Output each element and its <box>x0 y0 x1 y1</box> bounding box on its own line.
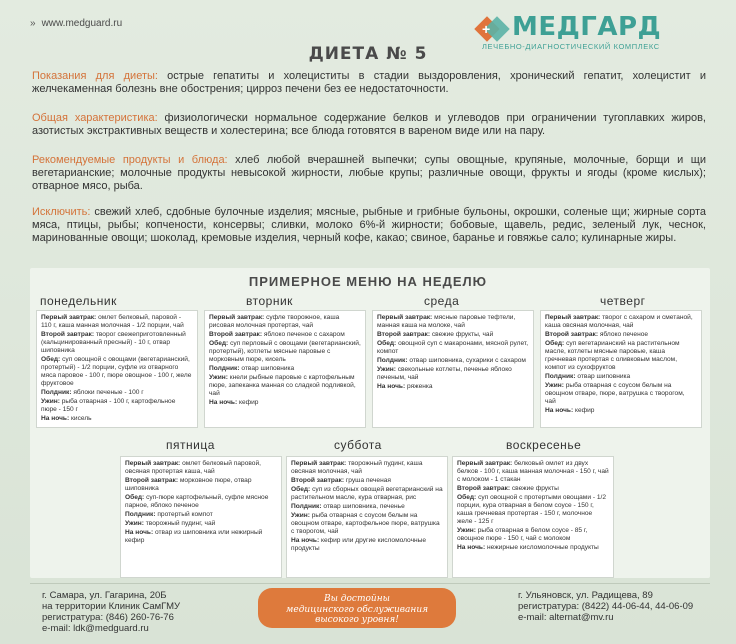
meal-label: Второй завтрак: <box>41 331 95 338</box>
meal-item <box>209 374 361 398</box>
meal-item <box>457 485 609 493</box>
slogan-line: Вы достойны <box>324 594 390 604</box>
meal-label: Полдник: <box>209 365 240 372</box>
day-menu-card <box>36 310 198 428</box>
logo-name: МЕДГАРД <box>512 12 662 42</box>
meal-label: Обед: <box>125 494 145 501</box>
meal-text: суп овощной с протертыми овощами - 1/2 порции, курa отварная в белом соусе - 150 г, каша гречневая протертая - 150 г, молочное желе - 125 г <box>457 494 607 525</box>
meal-item <box>291 460 443 476</box>
double-chevron-icon: » <box>30 18 36 29</box>
meal-label: Полдник: <box>125 511 156 518</box>
meal-text: суп-пюре картофельный, суфле мясное парное, яблоко печеное <box>125 494 269 509</box>
meal-label: На ночь: <box>457 544 486 551</box>
meal-text: омлет белковый паровой, овсяная протертая каша, чай <box>125 460 261 475</box>
meal-label: Первый завтрак: <box>457 460 513 467</box>
meal-label: Первый завтрак: <box>125 460 181 467</box>
meal-text: суп из сборных овощей вегетарианский на растительном масле, курa отварная, рис <box>291 486 443 501</box>
website-link[interactable] <box>30 18 122 29</box>
meal-text: протертый компот <box>155 511 213 518</box>
meal-label: Обед: <box>545 340 565 347</box>
meal-text: рыба отварная - 100 г, картофельное пюре - 150 г <box>41 398 176 413</box>
meal-text: свекольные котлеты, печенье яблоко печеным, чай <box>377 366 512 381</box>
meal-text: яблоко печеное <box>598 331 649 338</box>
meal-text: кисель <box>69 415 92 422</box>
meal-label: Ужин: <box>545 382 564 389</box>
meal-item <box>377 357 529 365</box>
meal-text: отвар шиповника, печенье <box>321 503 405 510</box>
characteristics-section <box>32 112 706 138</box>
meal-text: творог свежеприготовленный (кальцинированный пресный) - 10 г, отвар шиповника <box>41 331 186 354</box>
meal-label: На ночь: <box>545 407 574 414</box>
meal-item <box>291 477 443 485</box>
footer-samara-contacts <box>42 590 180 634</box>
day-menu-card <box>540 310 702 428</box>
indications-section <box>32 70 706 96</box>
footer-line: регистратура: (8422) 44-06-44, 44-06-09 <box>518 601 694 612</box>
meal-item <box>41 331 193 355</box>
day-name: вторник <box>246 294 293 308</box>
meal-label: Первый завтрак: <box>291 460 347 467</box>
day-menu-card <box>286 456 448 578</box>
meal-item <box>377 340 529 356</box>
meal-label: Ужин: <box>291 512 310 519</box>
meal-text: груша печеная <box>344 477 391 484</box>
footer-email[interactable]: e-mail: ldk@medguard.ru <box>42 623 149 634</box>
meal-text: овощной суп с макаронами, мясной рулет, компот <box>377 340 529 355</box>
meal-item <box>41 415 193 423</box>
meal-item <box>209 340 361 364</box>
meal-item <box>125 529 277 545</box>
meal-text: суп перловый с овощами (вегетарианский, протертый), котлеты мясные паровые с морковным пюре, кисель <box>209 340 361 363</box>
section-text: острые гепатиты и холециститы в стадии выздоровления, хронический гепатит, холецистит и желчекаменная болезнь вне обострения; цирроз печени без ее недостаточности. <box>32 70 706 95</box>
day-menu-card <box>372 310 534 428</box>
meal-text: творожный пудинг, чай <box>143 520 216 527</box>
day-name: четверг <box>600 294 646 308</box>
day-menu-card <box>120 456 282 578</box>
footer-line: г. Самара, ул. Гагарина, 20Б <box>42 590 167 601</box>
exclude-section <box>32 206 706 244</box>
logo-mark-icon: + <box>478 14 508 44</box>
meal-text: кнели рыбные паровые с картофельным пюре, запеканка манная со сладкой подливкой, чай <box>209 374 356 397</box>
meal-label: Обед: <box>41 356 61 363</box>
day-name: пятница <box>166 438 215 452</box>
meal-label: Второй завтрак: <box>457 485 511 492</box>
section-label: Рекомендуемые продукты и блюда: <box>32 154 228 166</box>
meal-text: свежие фрукты <box>510 485 559 492</box>
meal-label: Ужин: <box>377 366 396 373</box>
footer-email[interactable]: e-mail: alternat@mv.ru <box>518 612 614 623</box>
meal-text: отвар шиповника <box>575 373 631 380</box>
meal-label: Ужин: <box>209 374 228 381</box>
meal-label: На ночь: <box>209 399 238 406</box>
meal-item <box>545 382 697 406</box>
meal-label: Второй завтрак: <box>209 331 263 338</box>
day-name: суббота <box>334 438 382 452</box>
meal-item <box>457 544 609 552</box>
footer-line: регистратура: (846) 260-76-76 <box>42 612 174 623</box>
meal-item <box>125 494 277 510</box>
section-text: хлеб любой вчерашней выпечки; супы овощные, крупяные, молочные, борщи и щи вегетарианские; молочные продукты невысокой жирности, любые крупы; различные овощи, фрукты и ягоды (кроме кислых); отварное мясо, рыба. <box>32 154 706 192</box>
meal-text: творог с сахаром и сметаной, каша овсяная молочная, чай <box>545 314 693 329</box>
meal-text: отвар из шиповника или нежирный кефир <box>125 529 263 544</box>
meal-label: Первый завтрак: <box>545 314 601 321</box>
day-name: понедельник <box>40 294 117 308</box>
meal-item <box>457 494 609 526</box>
meal-label: Ужин: <box>457 527 476 534</box>
meal-text: отвар шиповника, сухарики с сахаром <box>407 357 526 364</box>
footer-line: г. Ульяновск, ул. Радищева, 89 <box>518 590 653 601</box>
website-url: www.medguard.ru <box>41 18 123 29</box>
section-text: физиологически нормальное содержание белков и углеводов при ограничении тугоплавких жиров, азотистых экстрактивных веществ и холестерина; все блюда готовятся в вареном виде или на пару. <box>32 112 706 137</box>
day-name: среда <box>424 294 460 308</box>
meal-text: творожный пудинг, каша овсяная молочная, чай <box>291 460 423 475</box>
meal-text: кефир <box>237 399 259 406</box>
day-name: воскресенье <box>506 438 582 452</box>
meal-text: рыба отварная с соусом белым на овощном отваре, картофельное пюре, ватрушка с творогом, чай <box>291 512 440 535</box>
meal-item <box>377 331 529 339</box>
meal-item <box>41 314 193 330</box>
meal-text: морковное пюре, отвар шиповника <box>125 477 252 492</box>
meal-item <box>291 537 443 553</box>
footer-line: на территории Клиник СамГМУ <box>42 601 181 612</box>
footer-divider <box>30 583 710 584</box>
meal-item <box>545 331 697 339</box>
meal-item <box>209 399 361 407</box>
meal-label: Обед: <box>377 340 397 347</box>
meal-item <box>41 389 193 397</box>
slogan-line: высокого уровня! <box>315 615 399 625</box>
meal-text: суп овощной с овощами (вегетарианский, протертый) - 1/2 порции, суфле из отварного мяса паровое - 100 г, пюре овощное - 100 г, желе фруктовое <box>41 356 192 387</box>
meal-item <box>291 503 443 511</box>
meal-item <box>41 356 193 388</box>
meal-label: Второй завтрак: <box>545 331 599 338</box>
meal-text: рыба отварная в белом соусе - 85 г, овощное пюре - 150 г, чай с молоком <box>457 527 588 542</box>
meal-label: Второй завтрак: <box>291 477 345 484</box>
meal-item <box>125 520 277 528</box>
meal-item <box>545 373 697 381</box>
meal-label: Ужин: <box>41 398 60 405</box>
meal-item <box>377 366 529 382</box>
meal-item <box>545 340 697 372</box>
meal-label: Первый завтрак: <box>377 314 433 321</box>
meal-label: Обед: <box>291 486 311 493</box>
meal-text: омлет белковый, паровой - 110 г, каша манная молочная - 1/2 порции, чай <box>41 314 184 329</box>
meal-item <box>209 314 361 330</box>
meal-label: На ночь: <box>125 529 154 536</box>
meal-label: Обед: <box>457 494 477 501</box>
meal-label: На ночь: <box>291 537 320 544</box>
meal-item <box>457 527 609 543</box>
meal-label: На ночь: <box>41 415 70 422</box>
meal-label: Полдник: <box>41 389 72 396</box>
meal-label: Второй завтрак: <box>125 477 179 484</box>
day-menu-card <box>452 456 614 578</box>
meal-item <box>209 365 361 373</box>
meal-label: Полдник: <box>377 357 408 364</box>
meal-label: Полдник: <box>545 373 576 380</box>
meal-label: Второй завтрак: <box>377 331 431 338</box>
meal-item <box>41 398 193 414</box>
recommended-section <box>32 154 706 192</box>
meal-item <box>545 314 697 330</box>
meal-item <box>125 477 277 493</box>
meal-text: рыба отварная с соусом белым на овощном отваре, пюре, ватрушка с творогом, чай <box>545 382 685 405</box>
logo-subtitle: ЛЕЧЕБНО-ДИАГНОСТИЧЕСКИЙ КОМПЛЕКС <box>482 42 660 51</box>
meal-item <box>291 512 443 536</box>
meal-item <box>125 460 277 476</box>
meal-text: кефир <box>573 407 595 414</box>
meal-label: Первый завтрак: <box>209 314 265 321</box>
meal-text: яблоки печеные - 100 г <box>71 389 144 396</box>
section-label: Исключить: <box>32 206 91 218</box>
footer-ulyanovsk-contacts <box>518 590 693 623</box>
meal-text: кефир или другие кисломолочные продукты <box>291 537 427 552</box>
meal-text: нежирные кисломолочные продукты <box>485 544 599 551</box>
meal-item <box>125 511 277 519</box>
meal-item <box>457 460 609 484</box>
meal-text: суп вегетарианский на растительном масле, котлеты мясные паровые, каша гречневая протертая с оливковым маслом, компот из сухофруктов <box>545 340 680 371</box>
day-menu-card <box>204 310 366 428</box>
meal-label: На ночь: <box>377 383 406 390</box>
section-label: Общая характеристика: <box>32 112 158 124</box>
slogan-line: медицинского обслуживания <box>285 604 429 615</box>
meal-text: белковый омлет из двух белков - 100 г, каша манная молочная - 150 г, чай с молоком - 1 стакан <box>457 460 609 483</box>
page-title: ДИЕТА № 5 <box>308 44 428 64</box>
meal-item <box>545 407 697 415</box>
meal-text: мясные паровые тефтели, манная каша на молоке, чай <box>377 314 516 329</box>
meal-label: Полдник: <box>291 503 322 510</box>
meal-label: Ужин: <box>125 520 144 527</box>
meal-item <box>377 314 529 330</box>
meal-label: Обед: <box>209 340 229 347</box>
meal-text: отвар шиповника <box>239 365 295 372</box>
meal-text: яблоко печеное с сахаром <box>262 331 345 338</box>
meal-label: Первый завтрак: <box>41 314 97 321</box>
weekly-menu-title: ПРИМЕРНОЕ МЕНЮ НА НЕДЕЛЮ <box>248 274 488 289</box>
meal-text: суфле творожное, каша рисовая молочная протертая, чай <box>209 314 340 329</box>
meal-item <box>291 486 443 502</box>
meal-item <box>209 331 361 339</box>
slogan-badge <box>258 588 456 628</box>
section-text: свежий хлеб, сдобные булочные изделия; мясные, рыбные и грибные бульоны, окрошки, соленые щи; жирные сорта мяса, птицы, рыбы; копчености, консервы; сливки, молоко 6%-й жирности; бобовые, щавель, редис, зеленый лук, чеснок, маринованные овощи; шоколад, кремовые изделия, черный кофе, какао; свиное, баранье и говяжье сало; кулинарные жиры. <box>32 206 706 244</box>
meal-text: ряженка <box>405 383 433 390</box>
meal-text: свежие фрукты, чай <box>430 331 494 338</box>
meal-item <box>377 383 529 391</box>
section-label: Показания для диеты: <box>32 70 158 82</box>
